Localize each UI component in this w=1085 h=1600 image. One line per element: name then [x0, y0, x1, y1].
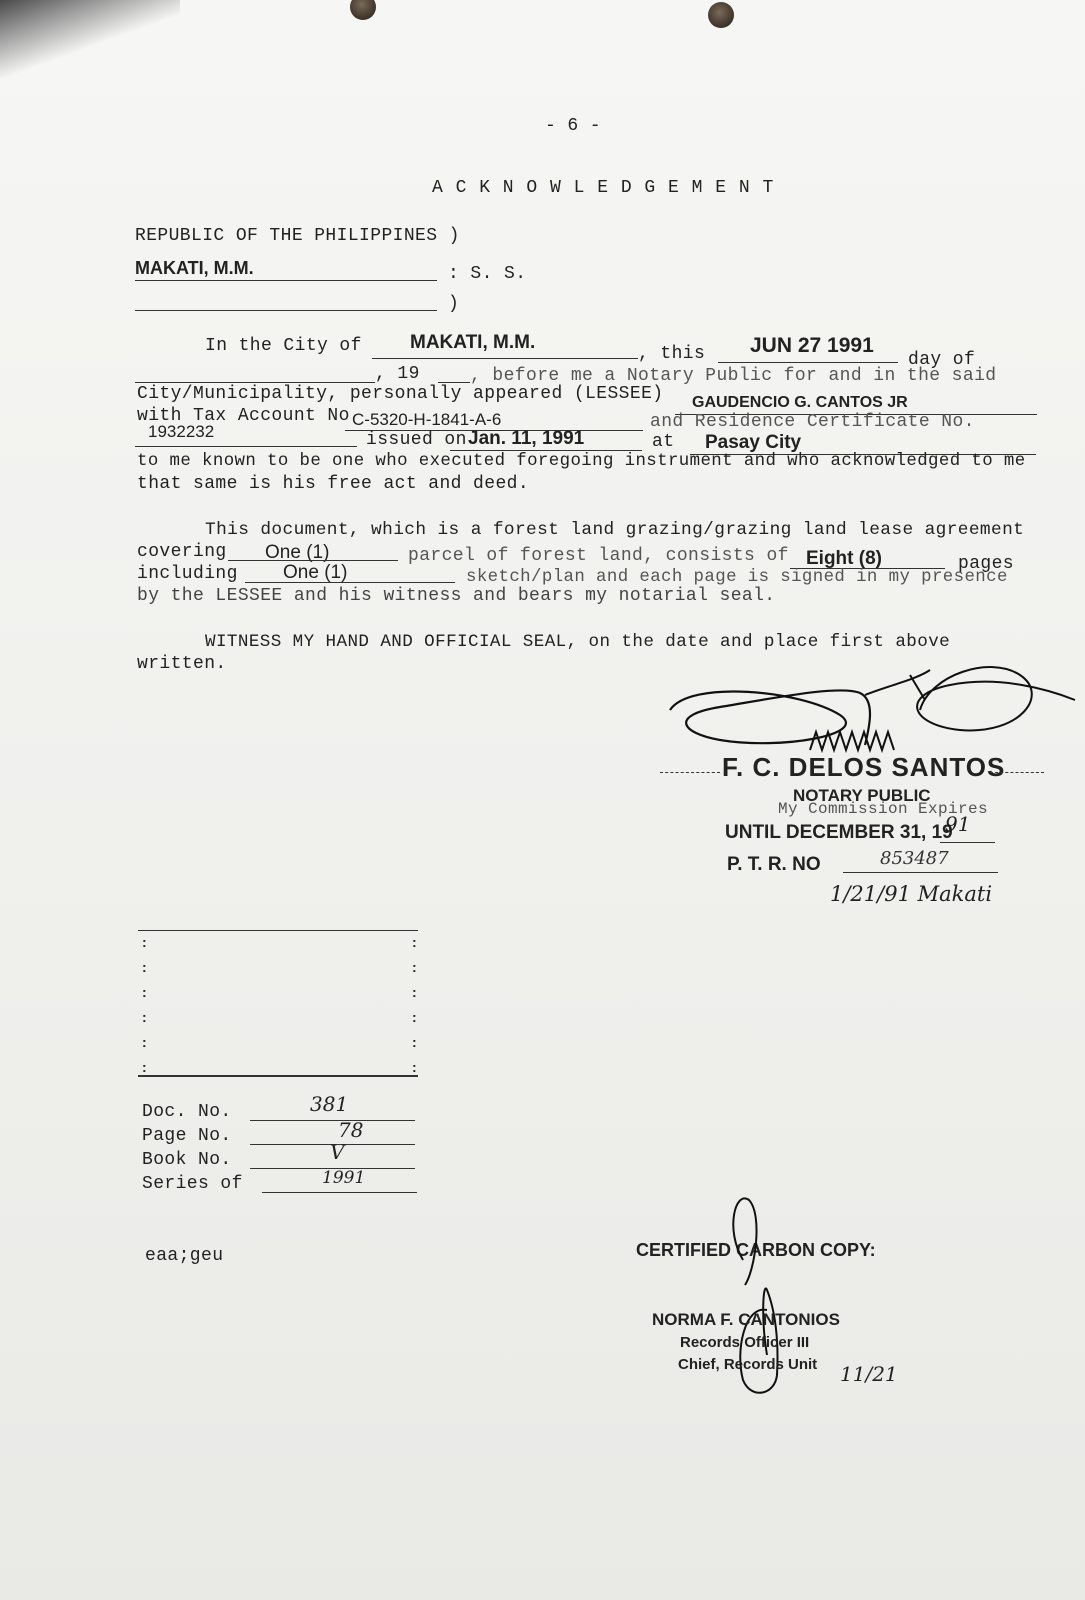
- notary-line-left: [660, 772, 720, 773]
- para2-line1: This document, which is a forest land grazing/grazing land lease agreement: [205, 520, 1025, 540]
- para2-pages: pages: [958, 554, 1015, 574]
- seal-box-left-dots: : : : : : :: [142, 934, 147, 1075]
- para1-lead: In the City of: [205, 336, 362, 356]
- docket-page-value: 78: [338, 1118, 364, 1142]
- notary-until-year: 91: [945, 812, 971, 836]
- notary-title: NOTARY PUBLIC: [793, 786, 931, 805]
- binder-hole-left: [350, 0, 376, 20]
- para1-cert-line: [135, 446, 357, 447]
- para1-tax-lead: with Tax Account No: [137, 406, 350, 426]
- witness-line2: written.: [137, 654, 227, 674]
- venue-city-line: [135, 280, 437, 281]
- para2-line4: by the LESSEE and his witness and bears my notarial seal.: [137, 586, 776, 606]
- docket-series-value: 1991: [322, 1168, 366, 1188]
- para1-lessee: GAUDENCIO G. CANTOS JR: [692, 394, 908, 411]
- document-title: A C K N O W L E D G E M E N T: [432, 178, 775, 198]
- docket-series-line: [262, 1192, 417, 1193]
- para1-at: at: [652, 432, 675, 452]
- para2-sketch-text: sketch/plan and each page is signed in my presence: [466, 568, 1008, 587]
- seal-box-top: [138, 930, 418, 931]
- para1-date-line: [718, 362, 898, 363]
- page-corner-shadow: [0, 0, 180, 80]
- para1-issued-on: issued on: [366, 430, 467, 450]
- para1-line7: that same is his free act and deed.: [137, 474, 530, 494]
- para2-pages-count: Eight (8): [806, 548, 882, 569]
- para1-place: Pasay City: [705, 432, 802, 453]
- docket-doc-label: Doc. No.: [142, 1102, 232, 1122]
- para1-date: JUN 27 1991: [750, 334, 874, 357]
- notary-until-line: [940, 842, 995, 843]
- venue-ss: : S. S.: [448, 264, 527, 284]
- para1-line6: to me known to be one who executed foregoing instrument and who acknowledged to me: [137, 452, 1026, 471]
- notary-until: UNTIL DECEMBER 31, 19: [725, 822, 953, 843]
- notary-ptr-no: 853487: [880, 848, 949, 869]
- certification-date: 11/21: [840, 1362, 898, 1386]
- para1-issued-date: Jan. 11, 1991: [468, 428, 585, 449]
- docket-doc-line: [250, 1120, 415, 1121]
- venue-republic: REPUBLIC OF THE PHILIPPINES ): [135, 226, 460, 246]
- seal-box-right-dots: : : : : : :: [412, 934, 417, 1075]
- docket-series-label: Series of: [142, 1174, 243, 1194]
- notary-name: F. C. DELOS SANTOS: [722, 752, 1006, 782]
- certifier-unit: Chief, Records Unit: [678, 1356, 818, 1373]
- binder-hole-right: [708, 2, 734, 28]
- para1-res-cert: and Residence Certificate No.: [650, 412, 975, 432]
- para1-city-line: [372, 358, 638, 359]
- para2-parcel-text: parcel of forest land, consists of: [408, 546, 789, 566]
- certifier-position: Records Officer III: [680, 1334, 810, 1351]
- notary-ptr-line: [843, 872, 998, 873]
- para1-tax-no: C-5320-H-1841-A-6: [352, 410, 502, 429]
- para1-city: MAKATI, M.M.: [410, 332, 536, 353]
- para2-sketch-line: [245, 582, 455, 583]
- para2-parcels-line: [228, 560, 398, 561]
- docket-page-label: Page No.: [142, 1126, 232, 1146]
- venue-paren: ): [448, 294, 460, 314]
- docket-book-label: Book No.: [142, 1150, 232, 1170]
- seal-box-bottom: [138, 1075, 418, 1077]
- para1-cert-no: 1932232: [148, 422, 215, 441]
- para2-parcels: One (1): [265, 542, 330, 563]
- para2-covering: covering: [137, 542, 227, 562]
- para1-day-of: day of: [908, 350, 976, 370]
- para1-this: , this: [638, 344, 706, 364]
- notary-line-right: [990, 772, 1044, 773]
- para2-sketch-count: One (1): [283, 562, 348, 583]
- para1-issued-line: [450, 450, 642, 451]
- para1-blank-line: [135, 382, 375, 383]
- para1-line3: City/Municipality, personally appeared (LESSEE): [137, 384, 664, 404]
- docket-book-value: V: [330, 1140, 345, 1164]
- typist-initials: eaa;geu: [145, 1246, 224, 1266]
- para1-year-suffix: , before me a Notary Public for and in the said: [470, 366, 997, 386]
- notary-ptr-label: P. T. R. NO: [727, 854, 821, 875]
- venue-blank-line: [135, 310, 437, 311]
- certified-heading: CERTIFIED CARBON COPY:: [636, 1240, 876, 1260]
- notary-ptr-date: 1/21/91 Makati: [830, 882, 993, 906]
- page-number: - 6 -: [545, 116, 602, 136]
- venue-city: MAKATI, M.M.: [135, 258, 254, 278]
- para1-year-prefix: , 19: [375, 364, 420, 384]
- para1-year-line: [438, 382, 470, 383]
- witness-line1: WITNESS MY HAND AND OFFICIAL SEAL, on the date and place first above: [205, 632, 951, 652]
- notary-commission: My Commission Expires: [778, 800, 989, 818]
- certifier-name: NORMA F. CANTONIOS: [652, 1310, 840, 1329]
- para2-including: including: [137, 564, 238, 584]
- docket-doc-value: 381: [310, 1092, 349, 1116]
